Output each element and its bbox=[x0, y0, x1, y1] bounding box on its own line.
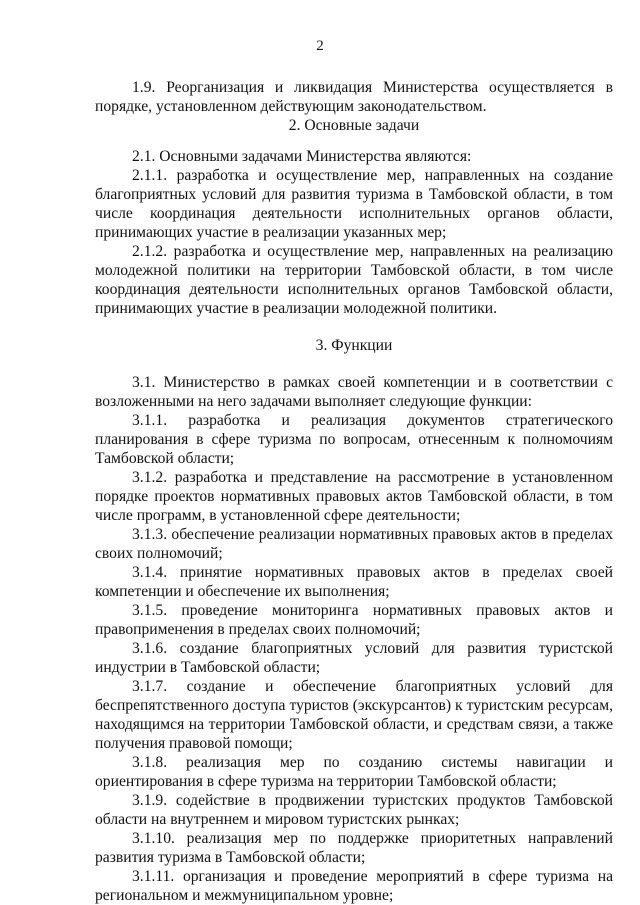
page-number: 2 bbox=[316, 38, 324, 54]
paragraph-3-1-9: 3.1.9. содействие в продвижении туристских продуктов Тамбовской области на внутреннем и мировом туристских рынках; bbox=[95, 792, 613, 828]
paragraph-1-9: 1.9. Реорганизация и ликвидация Министерства осуществляется в порядке, установленном действующим законодательством. bbox=[95, 79, 613, 115]
section-2-heading: 2. Основные задачи bbox=[288, 117, 420, 134]
paragraph-3-1-10: 3.1.10. реализация мер по поддержке приоритетных направлений развития туризма в Тамбовской области; bbox=[95, 830, 613, 866]
paragraph-3-1-8: 3.1.8. реализация мер по созданию системы навигации и ориентирования в сфере туризма на территории Тамбовской области; bbox=[95, 754, 613, 790]
paragraph-2-1-2: 2.1.2. разработка и осуществление мер, направленных на реализацию молодежной политики на территории Тамбовской области, в том числе координация деятельности исполнительных органов Тамбовской области, принимающих участие в реализации молодежной политики. bbox=[95, 243, 613, 317]
paragraph-3-1-11: 3.1.11. организация и проведение мероприятий в сфере туризма на региональном и межмуниципальном уровне; bbox=[95, 868, 613, 904]
paragraph-2-1-1: 2.1.1. разработка и осуществление мер, направленных на создание благоприятных условий для развития туризма в Тамбовской области, в том числе координация деятельности исполнительных органов области, принимающих участие в реализации указанных мер; bbox=[95, 167, 613, 241]
paragraph-3-1-3: 3.1.3. обеспечение реализации нормативных правовых актов в пределах своих полномочий; bbox=[95, 526, 613, 562]
paragraph-2-1: 2.1. Основными задачами Министерства являются: bbox=[132, 148, 472, 165]
paragraph-3-1-5: 3.1.5. проведение мониторинга нормативных правовых актов и правоприменения в пределах своих полномочий; bbox=[95, 602, 613, 638]
paragraph-3-1-6: 3.1.6. создание благоприятных условий для развития туристской индустрии в Тамбовской области; bbox=[95, 640, 613, 676]
paragraph-3-1-7: 3.1.7. создание и обеспечение благоприятных условий для беспрепятственного доступа туристов (экскурсантов) к туристским ресурсам, находящимся на территории Тамбовской области, и средствам связи, а также получения правовой помощи; bbox=[95, 678, 613, 752]
paragraph-3-1: 3.1. Министерство в рамках своей компетенции и в соответствии с возложенными на него задачами выполняет следующие функции: bbox=[95, 374, 613, 410]
paragraph-3-1-4: 3.1.4. принятие нормативных правовых актов в пределах своей компетенции и обеспечение их выполнения; bbox=[95, 564, 613, 600]
section-3-heading: 3. Функции bbox=[315, 337, 393, 354]
paragraph-3-1-1: 3.1.1. разработка и реализация документов стратегического планирования в сфере туризма по вопросам, отнесенным к полномочиям Тамбовской области; bbox=[95, 412, 613, 467]
document-body bbox=[95, 78, 613, 905]
paragraph-3-1-2: 3.1.2. разработка и представление на рассмотрение в установленном порядке проектов нормативных правовых актов Тамбовской области, в том числе программ, в установленной сфере деятельности; bbox=[95, 469, 613, 524]
